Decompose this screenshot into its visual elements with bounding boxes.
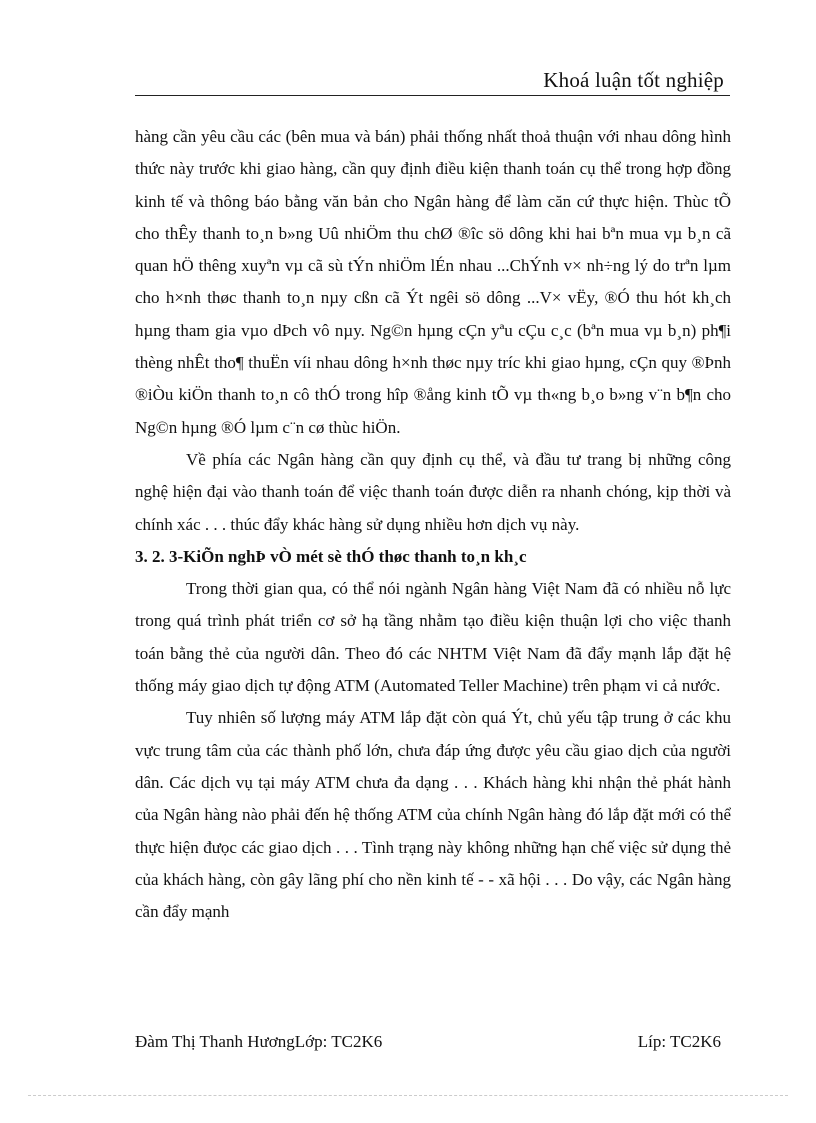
- header-divider: [135, 95, 730, 96]
- body-paragraph-4: Tuy nhiên số lượng máy ATM lắp đặt còn quá Ýt, chủ yếu tập trung ở các khu vực trung tâm của các thành phố lớn, chưa đáp ứng được yêu cầu giao dịch của người dân. Các dịch vụ tại máy ATM chưa đa dạng . . . Khách hàng khi nhận thẻ phát hành của Ngân hàng nào phải đến hệ thống ATM của chính Ngân hàng đó lắp đặt mới có thể thực hiện đưọc các giao dịch . . . Tình trạng này không những hạn chế việc sử dụng thẻ của khách hàng, còn gây lãng phí cho nền kinh tế - - xã hội . . . Do vậy, các Ngân hàng cần đẩy mạnh: [135, 708, 731, 922]
- body-paragraph-1: hàng cần yêu cầu các (bên mua và bán) phải thống nhất thoả thuận với nhau dông hình thức này trước khi giao hàng, cần quy định điều kiện thanh toán cụ thể trong hợp đồng kinh tế và thông báo bằng văn bản cho Ngân hàng để làm căn cứ thực hiện. Thùc tÕ cho thÊy thanh to¸n b»ng Uû nhiÖm thu chØ ®îc sö dông khi hai bªn mua vµ b¸n cã quan hÖ thêng xuyªn vµ cã sù tÝn nhiÖm lÉn nhau ...ChÝnh v× nh÷ng lý do trªn lµm cho h×nh thøc thanh to¸n nµy cßn cã Ýt ngêi sö dông ...V× vËy, ®Ó thu hót kh¸ch hµng tham gia vµo dÞch vô nµy. Ng©n hµng cÇn yªu cÇu c¸c (bªn mua vµ b¸n) ph¶i thèng nhÊt tho¶ thuËn víi nhau dông h×nh thøc nµy tríc khi giao hµng, cÇn quy ®Þnh ®iÒu kiÖn thanh to¸n cô thÓ trong hîp ®ång kinh tÕ vµ th«ng b¸o b»ng v¨n b¶n cho Ng©n hµng ®Ó lµm c¨n cø thùc hiÖn.: [135, 127, 731, 437]
- footer-author-class: Đàm Thị Thanh HươngLớp: TC2K6: [135, 1032, 383, 1051]
- page-header-title: Khoá luận tốt nghiệp: [543, 68, 724, 92]
- body-paragraph-2: Về phía các Ngân hàng cần quy định cụ thể, và đầu tư trang bị những công nghệ hiện đại vào thanh toán để việc thanh toán được diễn ra nhanh chóng, kịp thời và chính xác . . . thúc đẩy khác hàng sử dụng nhiều hơn dịch vụ này.: [135, 449, 731, 534]
- footer-class-label: Líp: TC2K6: [637, 1032, 721, 1051]
- page-bottom-divider: [28, 1095, 788, 1096]
- section-heading: 3. 2. 3-KiÕn nghÞ vÒ mét sè thÓ thøc thanh to¸n kh¸c: [135, 546, 527, 566]
- document-body: [135, 121, 731, 928]
- body-paragraph-3: Trong thời gian qua, có thể nói ngành Ngân hàng Việt Nam đã có nhiều nỗ lực trong quá trình phát triển cơ sở hạ tầng nhằm tạo điều kiện thuận lợi cho việc thanh toán bằng thẻ của người dân. Theo đó các NHTM Việt Nam đã đẩy mạnh lắp đặt hệ thống máy giao dịch tự động ATM (Automated Teller Machine) trên phạm vi cả nước.: [135, 579, 731, 696]
